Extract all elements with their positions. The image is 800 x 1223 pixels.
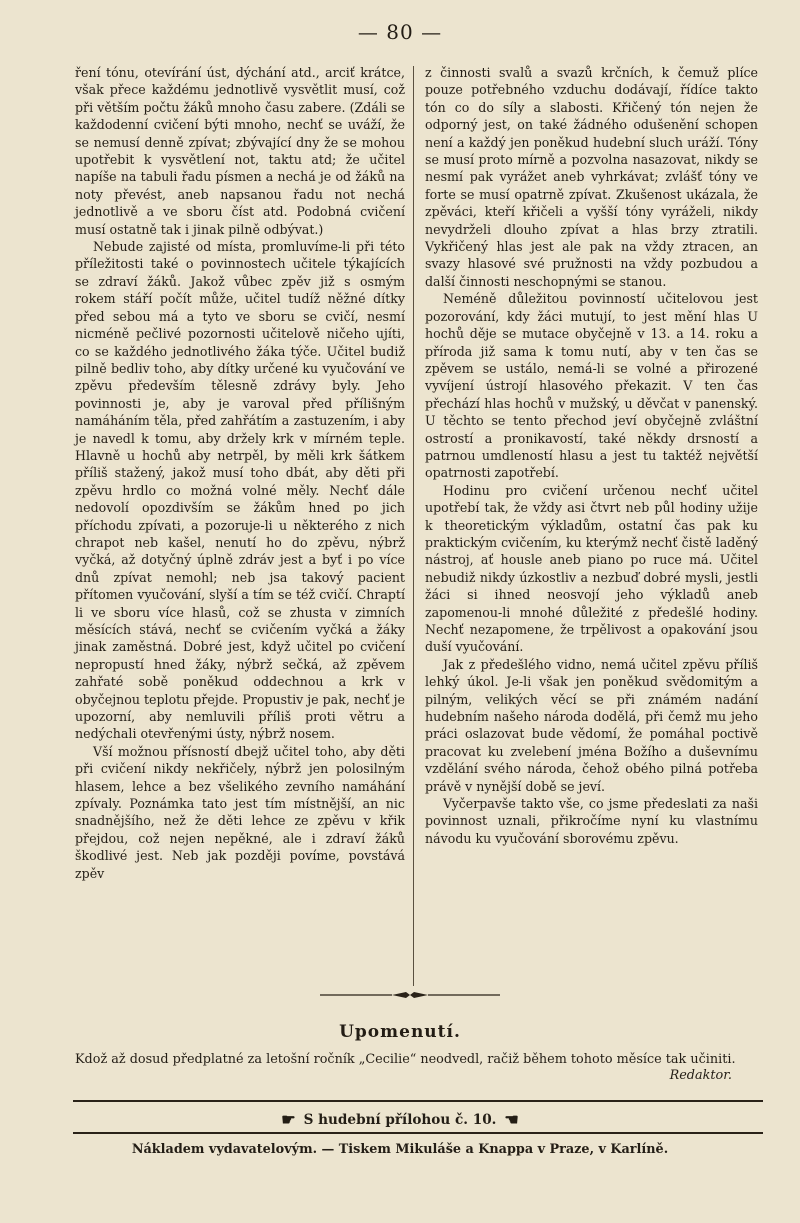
supplement-text: S hudební přílohou č. 10. <box>303 1112 497 1128</box>
paragraph: Nebude zajisté od místa, promluvíme-li při této příležitosti také o povinnostech učitele týkajících se zdraví žáků. Jakož vůbec zpěv již s osmým rokem stáří počít může, učitel tudíž něžné dítky před sebou má a tyto ve sboru se cvičí, nesmí nicméně pečlivé pozornosti učitelově ničeho ujíti, co se každého jednotlivého žáka týče. Učitel budiž pilně bedliv toho, aby dítky určené ku vyučování ve zpěvu především tělesně zdrávy byly. Jeho povinnosti je, aby je varoval před přílišným namáháním těla, před zahřátím a zastuzením, i aby je navedl k tomu, aby držely krk v mírném teple. Hlavně u hochů aby netrpěl, by měli krk šátkem příliš stažený, jakož musí toho dbát, aby děti při zpěvu hrdlo co možná volné měly. Nechť dále nedovolí opozdivším se žákům hned po jich příchodu zpívati, a pozoruje-li u některého z nich chrapot neb kašel, nenutí ho do zpěvu, nýbrž vyčká, až dotyčný úplně zdráv jest a byť i po více dnů zpívat nemohl; neb jsa takový pacient přítomen vyučování, slyší a tím se též cvičí. Chraptí li ve sboru více hlasů, což se zhusta v zimních měsících stává, nechť se cvičením vyčká a žáky jinak zaměstná. Dobré jest, když učitel po cvičení nepropustí hned žáky, nýbrž sečká, až zpěvem zahřaté sobě poněkud oddechnou a krk v obyčejnou teplotu přejde. Propustiv je pak, nechť je upozorní, aby nemluvili příliš proti větru a nedýchali otevřenými ústy, nýbrž nosem. <box>75 239 405 742</box>
column-divider <box>413 66 414 986</box>
notice-signature: Redaktor. <box>669 1068 732 1083</box>
paragraph: ření tónu, otevírání úst, dýchání atd., arciť krátce, však přece každému jednotlivě vysvětlit musí, což při větším počtu žáků mnoho času zabere. (Zdáli se každodenní cvičení býti mnoho, nechť se uváží, že se nemusí denně zpívat; zbývající dny že se mohou upotřebit k vysvětlení not, taktu atd; že učitel napíše na tabuli řadu písmen a nechá je od žáků na noty převést, aneb napsanou řadu not nechá jednotlivě a ve sboru číst atd. Podobná cvičení musí ostatně tak i jinak pilně odbývat.) <box>75 65 405 237</box>
right-column <box>425 64 758 847</box>
imprint: Nákladem vydavatelovým. — Tiskem Mikuláše a Knappa v Praze, v Karlíně. <box>131 1142 669 1157</box>
pointing-hand-left-icon: ☚ <box>504 1110 519 1129</box>
left-column <box>75 64 405 882</box>
notice-text: Kdož až dosud předplatné za letošní ročník „Cecilie“ neodvedl, račiž během tohoto měsíce tak učiniti. <box>75 1052 736 1067</box>
ornament-divider <box>320 990 500 1000</box>
paragraph: Jak z předešlého vidno, nemá učitel zpěvu příliš lehký úkol. Je-li však jen poněkud svědomitým a pilným, velikých věcí se při známém nadání hudebním našeho národa dodělá, při čemž mu jeho práci oslazovat bude vědomí, že pomáhal poctivě pracovat ku zvelebení jména Božího a duševnímu vzdělání svého národa, čehož obého pilná potřeba právě v nynější době se jeví. <box>425 656 758 794</box>
divider-bottom <box>73 1132 763 1134</box>
supplement-line <box>0 1110 800 1129</box>
divider-top <box>73 1100 763 1102</box>
paragraph: Neméně důležitou povinností učitelovou jest pozorování, kdy žáci mutují, to jest mění hlas U hochů děje se mutace obyčejně v 13. a 14. roku a příroda již sama k tomu nutí, aby v ten čas se zpěvem se ustálo, nemá-li se volné a přirozené vyvíjení ústrojí hlasového překazit. V ten čas přechází hlas hochů v mužský, u děvčat v panenský. U těchto se tento přechod jeví obyčejně zvláštní ostrostí a pronikavostí, také někdy drsností a patrnou umdleností hlasu a jest tu taktéž největší opatrnosti zapotřebí. <box>425 291 758 481</box>
paragraph: Vyčerpavše takto vše, co jsme předeslati za naši povinnost uznali, přikročíme nyní ku vlastnímu návodu ku vyučování sborovému zpěvu. <box>425 796 758 846</box>
page-number: — 80 — <box>357 20 443 44</box>
paragraph: Vší možnou přísností dbejž učitel toho, aby děti při cvičení nikdy nekřičely, nýbrž jen polosilným hlasem, lehce a bez všelikého zevního namáhání zpívaly. Poznámka tato jest tím místnější, an nic snadnějšího, než že děti lehce ze zpěvu v křik přejdou, což nejen nepěkné, ale i zdraví žáků škodlivé jest. Neb jak později povíme, povstává zpěv <box>75 743 405 881</box>
notice-heading: Upomenutí. <box>339 1022 461 1042</box>
paragraph: Hodinu pro cvičení určenou nechť učitel upotřebí tak, že vždy asi čtvrt neb půl hodiny užije k theoretickým výkladům, ostatní čas pak ku praktickým cvičením, ku kterýmž nechť čistě laděný nástroj, ať housle aneb piano po ruce má. Učitel nebudiž nikdy úzkostliv a nezbuď dobré mysli, jestli žáci si ihned neosvojí jeho výkladů aneb zapomenou-li mnohé důležité z předešlé hodiny. Nechť nezapomene, že trpělivost a opakování jsou duší vyučování. <box>425 482 758 655</box>
paragraph: z činnosti svalů a svazů krčních, k čemuž plíce pouze potřebného vzduchu dodávají, řídíce takto tón co do síly a slabosti. Křičený tón nejen že odporný jest, on také žádného odušenění schopen není a každý jen poněkud hudební sluch uráží. Tóny se musí proto mírně a pozvolna nasazovat, nikdy se nesmí pak vyrážet aneb vyhrkávat; zvlášť tóny ve forte se musí opatrně zpívat. Zkušenost ukázala, že zpěváci, kteří křičeli a vyšší tóny vyráželi, nikdy nevydrželi dlouho zpívat a hlas brzy ztratili. Vykřičený hlas jest ale pak na vždy ztracen, an svazy hlasové své pružnosti na vždy pozbudou a další činnosti neschopnými se stanou. <box>425 65 758 289</box>
pointing-hand-right-icon: ☛ <box>281 1110 296 1129</box>
